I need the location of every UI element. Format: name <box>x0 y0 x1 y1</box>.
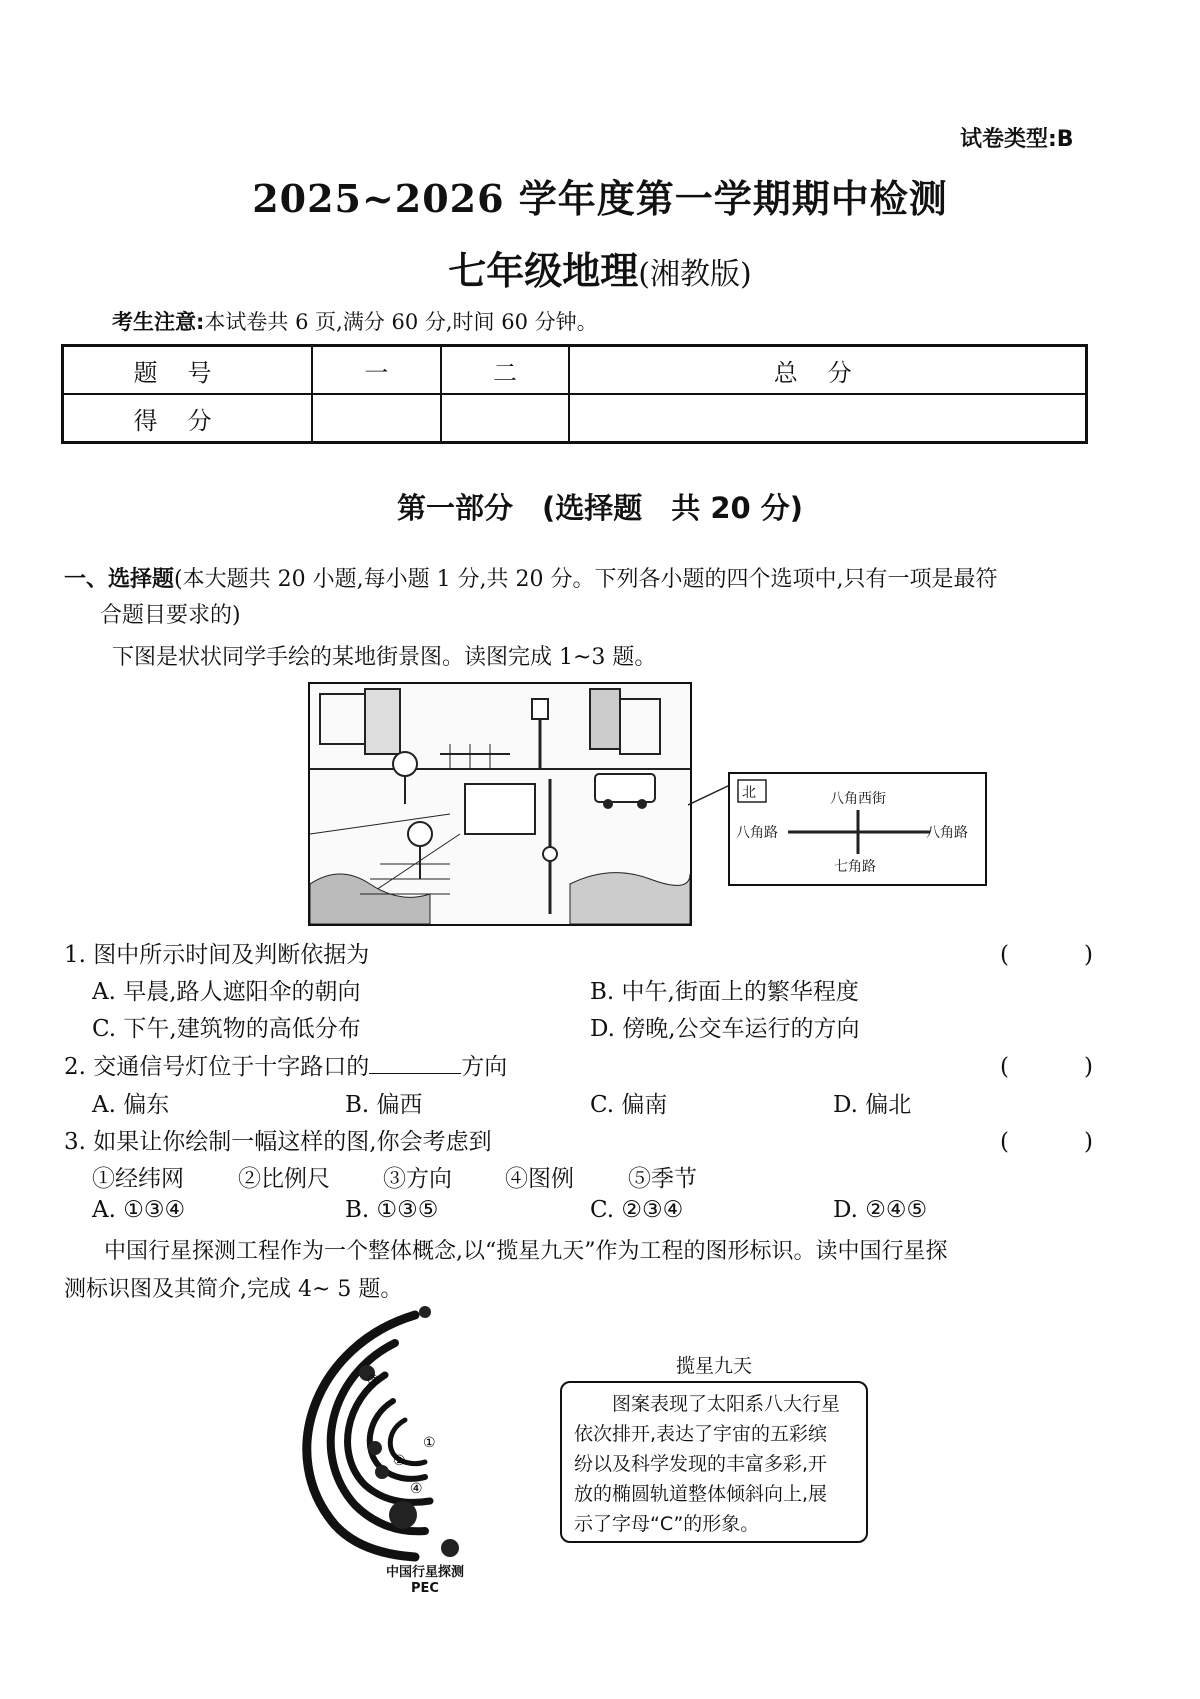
sign-connector-line <box>688 760 733 820</box>
question-2-blank[interactable] <box>369 1053 461 1074</box>
north-mark: 北 <box>742 785 756 801</box>
section1-instruction-text: (本大题共 20 小题,每小题 1 分,共 20 分。下列各小题的四个选项中,只有一项是最符 <box>174 567 998 592</box>
question-3-option-d[interactable]: D. ②④⑤ <box>833 1197 928 1223</box>
exam-title: 2025~2026 学年度第一学期期中检测 <box>252 176 948 221</box>
question-3-item-5: ⑤季节 <box>628 1166 697 1192</box>
question-3-option-b[interactable]: B. ①③⑤ <box>345 1197 439 1223</box>
info-line-5: 示了字母“C”的形象。 <box>574 1513 760 1535</box>
road-west-label: 八角路 <box>736 825 778 841</box>
logo-marker-2: ② <box>393 1453 406 1469</box>
question-3-stem: 3. 如果让你绘制一幅这样的图,你会考虑到 <box>64 1129 492 1155</box>
exam-notice <box>112 306 598 336</box>
figure1-intro: 下图是状状同学手绘的某地街景图。读图完成 1~3 题。 <box>112 645 657 670</box>
road-sign-inset <box>728 772 987 886</box>
logo-marker-3: ③ <box>367 1373 380 1389</box>
logo-caption-en: PEC <box>411 1581 439 1596</box>
street-scene-figure <box>308 682 692 926</box>
question-1-option-c[interactable]: C. 下午,建筑物的高低分布 <box>92 1016 361 1042</box>
road-south-label: 七角路 <box>834 859 876 875</box>
score-cell-label: 题号 <box>63 346 313 395</box>
score-cell-total: 总分 <box>569 346 1086 395</box>
score-input-part2[interactable] <box>441 394 570 443</box>
section1-instruction <box>64 562 1104 598</box>
question-2-stem-a: 2. 交通信号灯位于十字路口的 <box>64 1054 370 1080</box>
info-box <box>560 1381 868 1543</box>
figure2-intro-line1: 中国行星探测工程作为一个整体概念,以“揽星九天”作为工程的图形标识。读中国行星探 <box>104 1239 948 1264</box>
question-3-item-3: ③方向 <box>383 1166 452 1192</box>
section1-instruction-cont: 合题目要求的) <box>100 603 241 628</box>
info-line-3: 纷以及科学发现的丰富多彩,开 <box>574 1453 828 1475</box>
pec-logo <box>275 1305 505 1570</box>
info-line-4: 放的椭圆轨道整体倾斜向上,展 <box>574 1483 828 1505</box>
question-3-option-c[interactable]: C. ②③④ <box>590 1197 684 1223</box>
question-3-option-a[interactable]: A. ①③④ <box>92 1197 186 1223</box>
edition-label: (湘教版) <box>638 257 752 292</box>
question-2-option-c[interactable]: C. 偏南 <box>590 1092 668 1118</box>
question-3-item-2: ②比例尺 <box>238 1166 330 1192</box>
question-2-answer-slot[interactable]: ( ) <box>1000 1054 1119 1080</box>
score-table-header-row <box>63 346 1087 395</box>
question-2-option-d[interactable]: D. 偏北 <box>833 1092 912 1118</box>
question-2-stem <box>64 1048 507 1081</box>
score-table-score-row <box>63 394 1087 443</box>
question-2-stem-b: 方向 <box>461 1054 508 1080</box>
score-row-label: 得分 <box>63 394 313 443</box>
street-scene-drawing <box>310 684 690 924</box>
paper-type: 试卷类型:B <box>960 127 1074 152</box>
question-2-option-a[interactable]: A. 偏东 <box>92 1092 170 1118</box>
figure2-intro-line2: 测标识图及其简介,完成 4~ 5 题。 <box>64 1277 403 1302</box>
score-cell-part1: 一 <box>312 346 441 395</box>
road-east-label: 八角路 <box>926 825 968 841</box>
question-3-answer-slot[interactable]: ( ) <box>1000 1129 1119 1155</box>
info-line-2: 依次排开,表达了宇宙的五彩缤 <box>574 1423 828 1445</box>
logo-caption <box>355 1565 495 1597</box>
score-input-part1[interactable] <box>312 394 441 443</box>
question-1-answer-slot[interactable]: ( ) <box>1000 942 1119 968</box>
part1-title: 第一部分 (选择题 共 20 分) <box>396 491 804 525</box>
question-1-option-a[interactable]: A. 早晨,路人遮阳伞的朝向 <box>92 979 361 1005</box>
question-2-option-b[interactable]: B. 偏西 <box>345 1092 423 1118</box>
info-title: 揽星九天 <box>675 1355 752 1377</box>
logo-marker-4: ④ <box>410 1481 423 1497</box>
section1-heading: 一、选择题 <box>64 567 175 592</box>
score-table <box>61 344 1088 444</box>
question-3-item-4: ④图例 <box>505 1166 574 1192</box>
subject-name: 七年级地理 <box>448 248 639 293</box>
exam-subtitle <box>0 240 1200 295</box>
score-input-total[interactable] <box>569 394 1086 443</box>
road-north-label: 八角西街 <box>830 791 886 807</box>
score-cell-part2: 二 <box>441 346 570 395</box>
question-1-option-b[interactable]: B. 中午,街面上的繁华程度 <box>590 979 859 1005</box>
question-3-item-1: ①经纬网 <box>92 1166 184 1192</box>
notice-label: 考生注意: <box>112 310 205 334</box>
notice-text: 本试卷共 6 页,满分 60 分,时间 60 分钟。 <box>204 310 598 334</box>
question-1-stem: 1. 图中所示时间及判断依据为 <box>64 942 370 968</box>
logo-marker-1: ① <box>423 1435 436 1451</box>
logo-caption-cn: 中国行星探测 <box>385 1565 464 1580</box>
info-line-1: 图案表现了太阳系八大行星 <box>612 1393 841 1415</box>
question-1-option-d[interactable]: D. 傍晚,公交车运行的方向 <box>590 1016 860 1042</box>
